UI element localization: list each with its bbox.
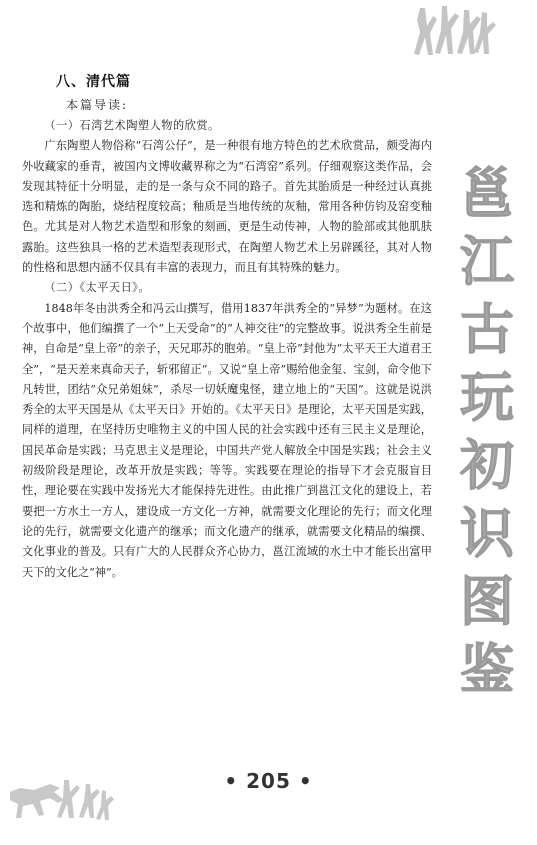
subsection-heading-2: （二）《太平天日》。 — [44, 281, 151, 295]
side-title-char: 玩 — [460, 366, 514, 429]
side-title-char: 邕 — [460, 162, 514, 225]
page-number: • 205 • — [224, 769, 313, 793]
subsection-heading-1: （一）石湾艺术陶塑人物的欣赏。 — [44, 119, 220, 132]
side-title-char: 古 — [460, 298, 514, 361]
body-text — [22, 116, 432, 583]
rock-art-figures-top-decoration — [412, 2, 497, 62]
side-title-char: 图 — [460, 570, 514, 633]
side-title-char: 鉴 — [460, 638, 514, 701]
paragraph-taiping-tianri: 1848年冬由洪秀全和冯云山撰写，借用1837年洪秀全的“异梦”为题材。在这个故事中，他们编撰了一个“上天受命”的“人神交往”的完整故事。说洪秀全生前是神，自命是“皇上帝”的亲子，天兄耶苏的胞弟。“皇上帝”封他为“太平天王大道君王全”，“是天差来真命天子，斩邪留正”。又说“皇上帝”赐给他金玺、宝剑，命令他下凡转世，团结“众兄弟姐妹”，杀尽一切妖魔鬼怪，建立地上的“天国”。这就是说洪秀全的太平天国是从《太平天日》开始的。《太平天日》是理论，太平天国是实践，同样的道理，在坚持历史唯物主义的中国人民的社会实践中还有三民主义是理论，国民革命是实践；马克思主义是理论，中国共产党人解放全中国是实践；社会主义初级阶段是理论，改革开放是实践；等等。实践要在理论的指导下才会克服盲目性，理论要在实践中发扬光大才能保持先进性。由此推广到邕江文化的建设上，若要把一方水土一方人，建设成一方文化一方神，就需要文化理论的先行；而文化理论的先行，就需要文化遗产的继承；而文化遗产的继承，就需要文化精品的编撰、文化事业的普及。只有广大的人民群众齐心协力，邕江流域的水土中才能长出富甲天下的文化之“神”。 — [22, 301, 432, 579]
side-book-title — [452, 160, 522, 704]
side-title-char: 江 — [460, 230, 514, 293]
side-title-char: 识 — [460, 502, 514, 565]
side-title-char: 初 — [460, 434, 514, 497]
guide-label: 本篇导读: — [66, 98, 129, 112]
paragraph-shiwan-pottery: 广东陶塑人物俗称“石湾公仔”，是一种很有地方特色的艺术欣赏品，颇受海内外收藏家的垂青，被国内文博收藏界称之为“石湾窑”系列。仔细观察这类作品，会发现其特征十分明显，走的是一条与众不同的路子。首先其胎质是一种经过认真挑选和精炼的陶胎，烧结程度较高；釉质是当地传统的灰釉，常用各种仿钧及窑变釉色。尤其是对人物艺术造型和形象的刻画，更是生动传神，人物的脸部或其他肌肤露胎。这些独具一格的艺术造型表现形式，在陶塑人物艺术上另辟蹊径，其对人物的性格和思想内涵不仅具有丰富的表现力，而且有其特殊的魅力。 — [22, 139, 432, 275]
section-title: 八、清代篇 — [56, 74, 131, 90]
